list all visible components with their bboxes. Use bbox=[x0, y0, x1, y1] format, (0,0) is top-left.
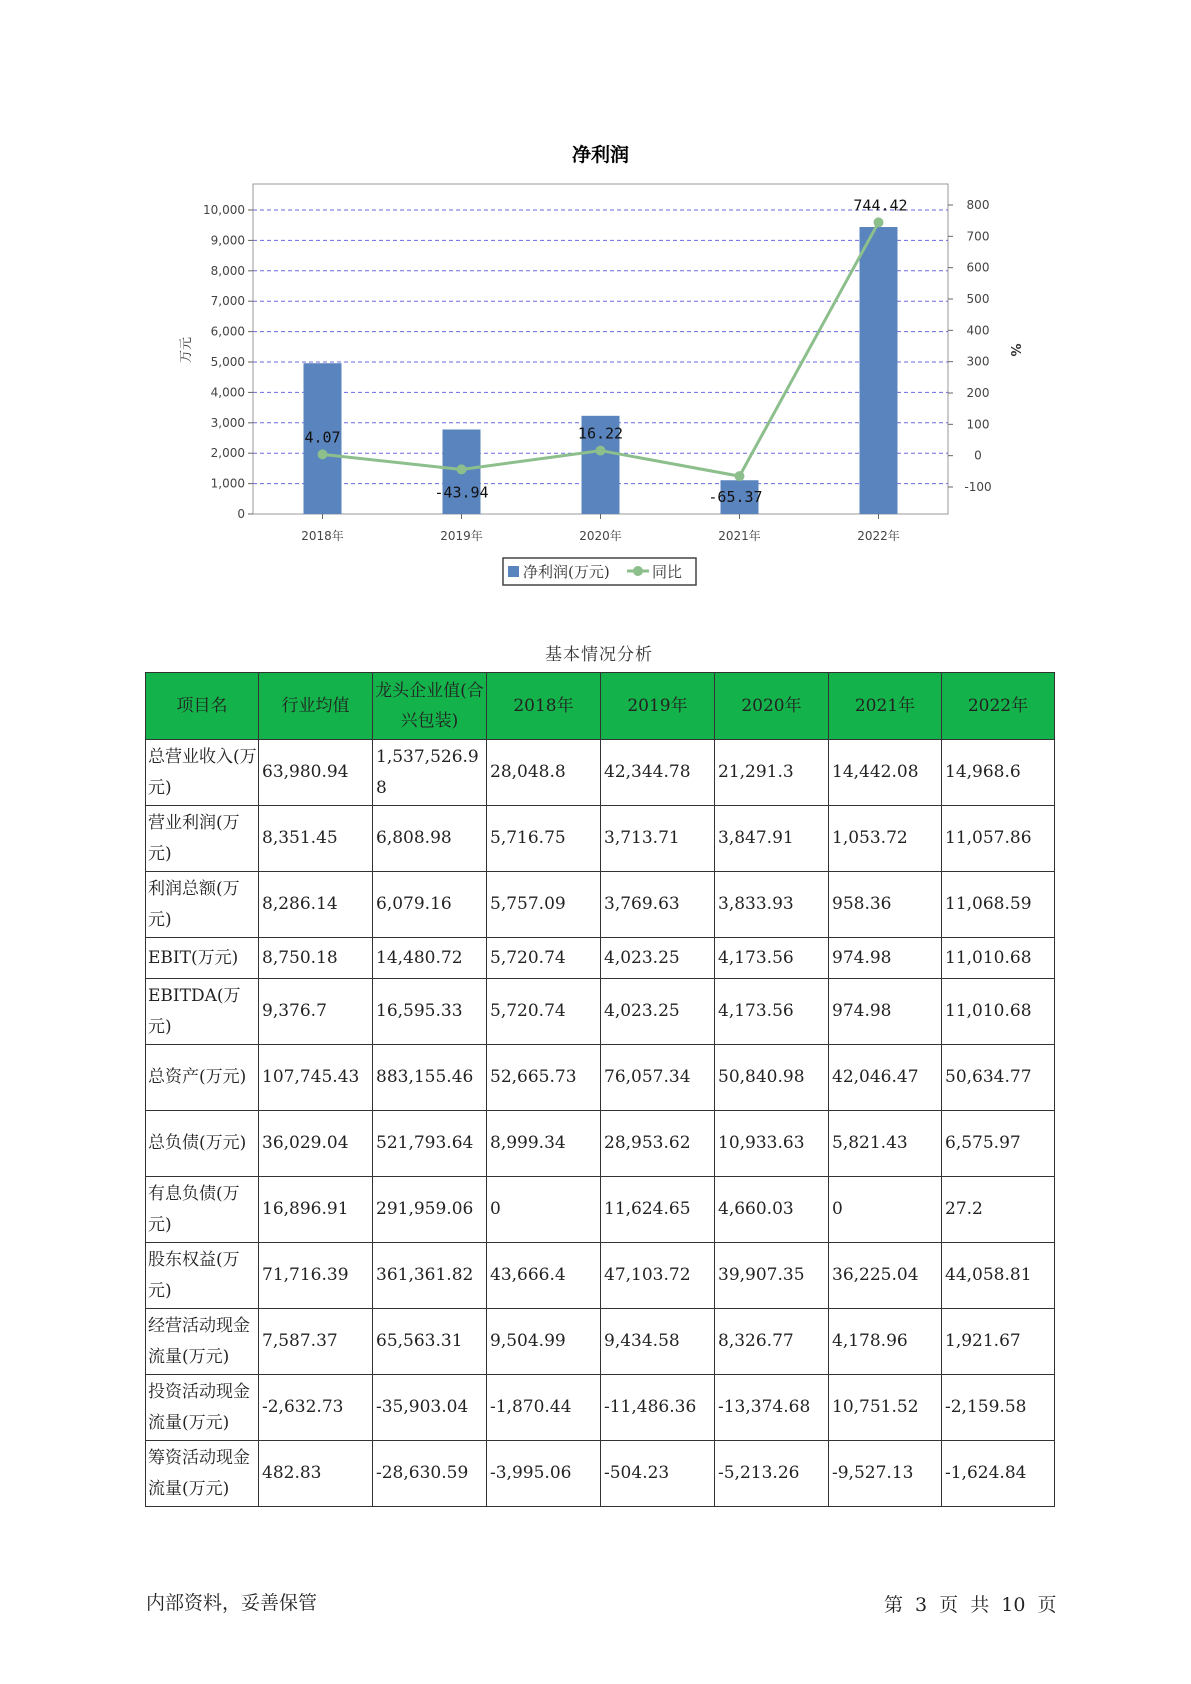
table-header-cell: 2022年 bbox=[942, 673, 1055, 740]
value-cell: 4,023.25 bbox=[601, 979, 715, 1045]
value-cell: 11,010.68 bbox=[942, 938, 1055, 979]
value-cell: 3,833.93 bbox=[715, 872, 829, 938]
value-cell: 8,326.77 bbox=[715, 1309, 829, 1375]
table-row bbox=[146, 979, 1055, 1045]
value-cell: 11,057.86 bbox=[942, 806, 1055, 872]
table-row bbox=[146, 1177, 1055, 1243]
value-cell: 8,999.34 bbox=[487, 1111, 601, 1177]
value-cell: -504.23 bbox=[601, 1441, 715, 1507]
value-cell: -35,903.04 bbox=[373, 1375, 487, 1441]
row-label-cell: 筹资活动现金流量(万元) bbox=[146, 1441, 259, 1507]
value-cell: 883,155.46 bbox=[373, 1045, 487, 1111]
yoy-point bbox=[318, 449, 328, 459]
value-cell: 107,745.43 bbox=[259, 1045, 373, 1111]
table-row bbox=[146, 1375, 1055, 1441]
table-title: 基本情况分析 bbox=[545, 645, 653, 665]
table-row bbox=[146, 1045, 1055, 1111]
row-label-cell: EBIT(万元) bbox=[146, 938, 259, 979]
yoy-data-label: 16.22 bbox=[577, 424, 624, 443]
value-cell: 4,178.96 bbox=[829, 1309, 942, 1375]
value-cell: 42,344.78 bbox=[601, 740, 715, 806]
value-cell: -5,213.26 bbox=[715, 1441, 829, 1507]
y-tick-label: 7,000 bbox=[210, 294, 245, 309]
y2-tick-label: 500 bbox=[966, 292, 990, 306]
row-label-cell: 总营业收入(万元) bbox=[146, 740, 259, 806]
value-cell: 5,720.74 bbox=[487, 979, 601, 1045]
value-cell: -13,374.68 bbox=[715, 1375, 829, 1441]
table-header-cell: 2019年 bbox=[601, 673, 715, 740]
value-cell: 10,933.63 bbox=[715, 1111, 829, 1177]
value-cell: 3,769.63 bbox=[601, 872, 715, 938]
row-label-cell: 总负债(万元) bbox=[146, 1111, 259, 1177]
y2-axis-label: % bbox=[1007, 343, 1022, 357]
value-cell: 50,634.77 bbox=[942, 1045, 1055, 1111]
y-tick-label: 6,000 bbox=[210, 324, 245, 339]
value-cell: 63,980.94 bbox=[259, 740, 373, 806]
table-body bbox=[146, 740, 1055, 1507]
row-label-cell: 有息负债(万元) bbox=[146, 1177, 259, 1243]
value-cell: 9,504.99 bbox=[487, 1309, 601, 1375]
footer-confidential-note: 内部资料，妥善保管 bbox=[146, 1592, 318, 1614]
table-row bbox=[146, 938, 1055, 979]
value-cell: -1,624.84 bbox=[942, 1441, 1055, 1507]
row-label-cell: EBITDA(万元) bbox=[146, 979, 259, 1045]
x-tick-label: 2022年 bbox=[857, 529, 900, 543]
value-cell: 10,751.52 bbox=[829, 1375, 942, 1441]
table-row bbox=[146, 1111, 1055, 1177]
row-label-cell: 投资活动现金流量(万元) bbox=[146, 1375, 259, 1441]
value-cell: 0 bbox=[829, 1177, 942, 1243]
value-cell: 5,720.74 bbox=[487, 938, 601, 979]
value-cell: 44,058.81 bbox=[942, 1243, 1055, 1309]
y2-tick-label: 400 bbox=[966, 323, 990, 338]
value-cell: 291,959.06 bbox=[373, 1177, 487, 1243]
table-header-row bbox=[146, 673, 1055, 740]
value-cell: 4,173.56 bbox=[715, 979, 829, 1045]
value-cell: 4,660.03 bbox=[715, 1177, 829, 1243]
table-header-cell: 行业均值 bbox=[259, 673, 373, 740]
yoy-point bbox=[735, 471, 745, 481]
value-cell: 974.98 bbox=[829, 979, 942, 1045]
yoy-data-label: -43.94 bbox=[434, 483, 489, 502]
y-axis-label: 万元 bbox=[179, 336, 194, 364]
value-cell: 8,286.14 bbox=[259, 872, 373, 938]
value-cell: 16,595.33 bbox=[373, 979, 487, 1045]
legend-bar-label: 净利润(万元) bbox=[523, 563, 610, 581]
table-header-cell: 龙头企业值(合兴包装) bbox=[373, 673, 487, 740]
value-cell: 14,968.6 bbox=[942, 740, 1055, 806]
yoy-point bbox=[596, 446, 606, 456]
table-row bbox=[146, 1309, 1055, 1375]
footer-page-number: 第 3 页 共 10 页 bbox=[884, 1594, 1057, 1616]
value-cell: -11,486.36 bbox=[601, 1375, 715, 1441]
value-cell: -2,632.73 bbox=[259, 1375, 373, 1441]
value-cell: 65,563.31 bbox=[373, 1309, 487, 1375]
value-cell: 11,068.59 bbox=[942, 872, 1055, 938]
row-label-cell: 利润总额(万元) bbox=[146, 872, 259, 938]
value-cell: 4,173.56 bbox=[715, 938, 829, 979]
value-cell: 76,057.34 bbox=[601, 1045, 715, 1111]
y2-tick-label: 0 bbox=[974, 448, 982, 463]
legend-line-marker bbox=[633, 566, 643, 576]
row-label-cell: 营业利润(万元) bbox=[146, 806, 259, 872]
value-cell: 71,716.39 bbox=[259, 1243, 373, 1309]
value-cell: 4,023.25 bbox=[601, 938, 715, 979]
y2-tick-label: -100 bbox=[964, 480, 992, 494]
value-cell: 5,821.43 bbox=[829, 1111, 942, 1177]
table-header-cell: 2018年 bbox=[487, 673, 601, 740]
y-tick-label: 8,000 bbox=[210, 263, 245, 278]
value-cell: 28,048.8 bbox=[487, 740, 601, 806]
yoy-data-label: -65.37 bbox=[708, 488, 763, 507]
yoy-point bbox=[457, 464, 467, 474]
value-cell: 3,713.71 bbox=[601, 806, 715, 872]
bar bbox=[860, 227, 898, 514]
x-tick-label: 2018年 bbox=[301, 529, 344, 543]
value-cell: 43,666.4 bbox=[487, 1243, 601, 1309]
yoy-point bbox=[874, 217, 884, 227]
value-cell: 42,046.47 bbox=[829, 1045, 942, 1111]
value-cell: 6,575.97 bbox=[942, 1111, 1055, 1177]
yoy-data-label: 4.07 bbox=[304, 428, 341, 447]
table-header-cell: 项目名 bbox=[146, 673, 259, 740]
yoy-data-label: 744.42 bbox=[853, 196, 908, 215]
y-tick-label: 3,000 bbox=[210, 415, 245, 430]
table-header-cell: 2020年 bbox=[715, 673, 829, 740]
value-cell: -9,527.13 bbox=[829, 1441, 942, 1507]
value-cell: 47,103.72 bbox=[601, 1243, 715, 1309]
table-header-cell: 2021年 bbox=[829, 673, 942, 740]
table-row bbox=[146, 1441, 1055, 1507]
y2-tick-label: 800 bbox=[966, 198, 990, 212]
value-cell: 36,029.04 bbox=[259, 1111, 373, 1177]
value-cell: 21,291.3 bbox=[715, 740, 829, 806]
value-cell: 8,351.45 bbox=[259, 806, 373, 872]
y-tick-label: 2,000 bbox=[210, 446, 245, 461]
value-cell: -2,159.58 bbox=[942, 1375, 1055, 1441]
value-cell: 8,750.18 bbox=[259, 938, 373, 979]
value-cell: 958.36 bbox=[829, 872, 942, 938]
value-cell: 16,896.91 bbox=[259, 1177, 373, 1243]
y2-tick-label: 600 bbox=[966, 260, 990, 275]
value-cell: 11,010.68 bbox=[942, 979, 1055, 1045]
chart-title: 净利润 bbox=[571, 144, 630, 166]
analysis-table bbox=[145, 672, 1055, 1507]
y2-tick-label: 300 bbox=[966, 354, 990, 369]
x-tick-label: 2019年 bbox=[440, 529, 483, 543]
value-cell: -3,995.06 bbox=[487, 1441, 601, 1507]
table-row bbox=[146, 806, 1055, 872]
y2-tick-label: 200 bbox=[966, 386, 990, 400]
y-tick-label: 1,000 bbox=[210, 476, 245, 491]
x-tick-label: 2021年 bbox=[718, 529, 761, 543]
row-label-cell: 经营活动现金流量(万元) bbox=[146, 1309, 259, 1375]
y2-tick-label: 100 bbox=[966, 417, 990, 432]
value-cell: 5,716.75 bbox=[487, 806, 601, 872]
value-cell: 39,907.35 bbox=[715, 1243, 829, 1309]
value-cell: 1,921.67 bbox=[942, 1309, 1055, 1375]
value-cell: 361,361.82 bbox=[373, 1243, 487, 1309]
value-cell: 14,442.08 bbox=[829, 740, 942, 806]
value-cell: 52,665.73 bbox=[487, 1045, 601, 1111]
value-cell: 1,053.72 bbox=[829, 806, 942, 872]
legend-bar-swatch bbox=[508, 566, 519, 577]
value-cell: 0 bbox=[487, 1177, 601, 1243]
table-row bbox=[146, 1243, 1055, 1309]
value-cell: 14,480.72 bbox=[373, 938, 487, 979]
value-cell: 11,624.65 bbox=[601, 1177, 715, 1243]
table-row bbox=[146, 740, 1055, 806]
y-tick-label: 9,000 bbox=[210, 233, 245, 248]
value-cell: 521,793.64 bbox=[373, 1111, 487, 1177]
y-tick-label: 10,000 bbox=[203, 203, 245, 217]
row-label-cell: 股东权益(万元) bbox=[146, 1243, 259, 1309]
value-cell: 5,757.09 bbox=[487, 872, 601, 938]
value-cell: 9,376.7 bbox=[259, 979, 373, 1045]
y2-tick-label: 700 bbox=[966, 229, 990, 244]
value-cell: 3,847.91 bbox=[715, 806, 829, 872]
table-row bbox=[146, 872, 1055, 938]
row-label-cell: 总资产(万元) bbox=[146, 1045, 259, 1111]
y-tick-label: 0 bbox=[237, 507, 245, 521]
value-cell: 9,434.58 bbox=[601, 1309, 715, 1375]
value-cell: -28,630.59 bbox=[373, 1441, 487, 1507]
x-tick-label: 2020年 bbox=[579, 529, 622, 543]
value-cell: 36,225.04 bbox=[829, 1243, 942, 1309]
y-tick-label: 4,000 bbox=[210, 385, 245, 400]
value-cell: 7,587.37 bbox=[259, 1309, 373, 1375]
chart-canvas bbox=[0, 0, 1191, 600]
value-cell: 50,840.98 bbox=[715, 1045, 829, 1111]
legend-line-label: 同比 bbox=[652, 563, 683, 581]
value-cell: 27.2 bbox=[942, 1177, 1055, 1243]
value-cell: 28,953.62 bbox=[601, 1111, 715, 1177]
value-cell: -1,870.44 bbox=[487, 1375, 601, 1441]
net-profit-chart bbox=[0, 0, 1191, 600]
value-cell: 1,537,526.98 bbox=[373, 740, 487, 806]
value-cell: 6,808.98 bbox=[373, 806, 487, 872]
value-cell: 6,079.16 bbox=[373, 872, 487, 938]
y-tick-label: 5,000 bbox=[210, 355, 245, 369]
value-cell: 482.83 bbox=[259, 1441, 373, 1507]
value-cell: 974.98 bbox=[829, 938, 942, 979]
